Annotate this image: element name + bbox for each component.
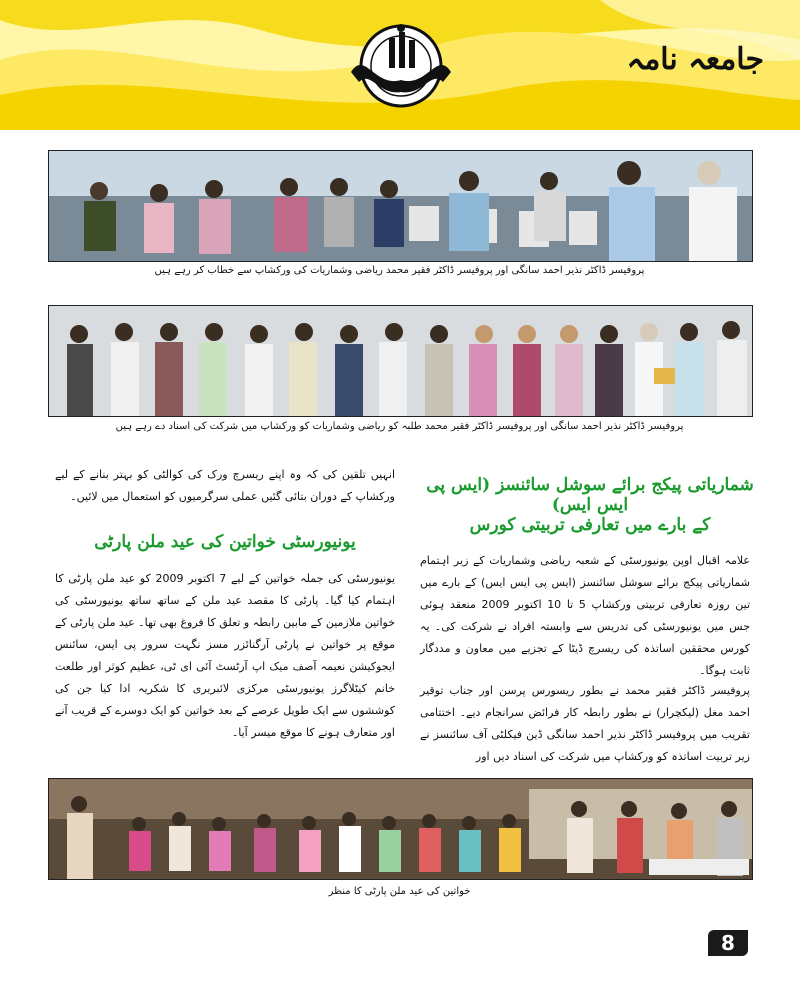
workshop-address-photo — [48, 150, 753, 262]
photo-3-caption: خواتین کی عید ملن پارٹی کا منظر — [328, 886, 471, 897]
certificate-distribution-photo — [48, 305, 753, 417]
spss-article-title-line2: کے بارے میں تعارفی تربیتی کورس — [469, 515, 711, 535]
spss-article-title-line1: شماریاتی پیکج برائے سوشل سائنسز (ایس پی ایس ایس) — [426, 475, 754, 515]
workshop-conclusion-text: انہیں تلقین کی کہ وہ اپنے ریسرچ ورک کی کوالٹی کو بہتر بنانے کے لیے ورکشاپ کے دوران بتائی گئیں عملی سرگرمیوں کو استعمال میں لائیں۔ — [55, 468, 395, 503]
spss-article-para2: پروفیسر ڈاکٹر فقیر محمد نے بطور ریسورس پرسن اور جناب توقیر احمد مغل (لیکچرار) نے بطور رابطہ کار فرائض سرانجام دیے۔ اختتامی تقریب میں پروفیسر ڈاکٹر نذیر احمد سانگی ڈین فیکلٹی آف سائنسز نے زیر تربیت اساتذہ کو ورکشاپ میں شرکت کی اسناد دیں اور — [420, 684, 750, 763]
spss-article-para1: علامہ اقبال اوپن یونیورسٹی کے شعبہ ریاضی وشماریات کے زیر اہتمام شماریاتی پیکج برائے سوشل سائنسز (ایس پی ایس ایس) کے بارے میں تین روزہ تعارفی تربیتی ورکشاپ 5 تا 10 اکتوبر 2009 منعقد ہوئی جس میں یونیورسٹی کی تدریس سے وابستہ افراد نے شرکت کی۔ یہ کورس محققین اساتذہ کی ریسرچ ڈیٹا کے تجزیے میں معاون و مددگار ثابت ہوگا۔ — [420, 554, 751, 677]
page-number: 8 — [708, 930, 748, 956]
eid-party-body: یونیورسٹی کی جملہ خواتین کے لیے 7 اکتوبر 2009 کو عید ملن پارٹی کا اہتمام کیا گیا۔ پارٹی کا مقصد عید ملن کے ساتھ ساتھ یونیورسٹی کی خواتین ملازمین کے مابین رابطہ و تعلق کا فروغ بھی تھا۔ عید ملن پارٹی کے موقع پر خواتین نے پارٹی آرگنائزر مسز نگہت سرور پی ایس، سائنس ایجوکیشن نعیمہ آصف میک اپ آرٹسٹ آئی ای ٹی، عظیم کوثر اور طلعت خانم کیٹلاگرز یونیورسٹی مرکزی لائبریری کا شکریہ ادا کیا جن کی کوششوں سے ایک طویل عرصے کے بعد خواتین کو ایک دوسرے کے قریب آنے اور متعارف ہونے کا موقع میسر آیا۔ — [55, 572, 396, 739]
magazine-title: جامعہ نامہ — [626, 42, 764, 77]
photo-2-caption: پروفیسر ڈاکٹر نذیر احمد سانگی اور پروفیسر ڈاکٹر فقیر محمد طلبہ کو ریاضی وشماریات کو ورکشاپ میں شرکت کی اسناد دے رہے ہیں — [115, 421, 684, 432]
eid-party-title: یونیورسٹی خواتین کی عید ملن پارٹی — [94, 532, 356, 552]
eid-party-photo — [48, 778, 753, 880]
university-logo — [345, 10, 457, 118]
page-header — [0, 0, 800, 130]
photo-1-caption: پروفیسر ڈاکٹر نذیر احمد سانگی اور پروفیسر ڈاکٹر فقیر محمد ریاضی وشماریات کی ورکشاپ سے خطاب کر رہے ہیں — [154, 265, 645, 276]
